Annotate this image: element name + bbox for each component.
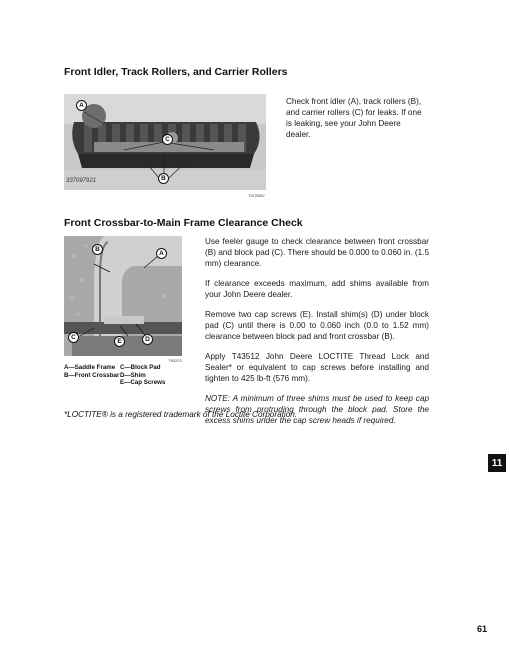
paragraph-apply-loctite: Apply T43512 John Deere LOCTITE Thread Lock and Sealer* or equivalent to cap screws before installing and tighten to 425 lb-ft (576 mm). <box>205 352 429 383</box>
photo-track-rollers <box>64 94 266 190</box>
callout-a: A <box>76 100 87 111</box>
callout-e: E <box>114 336 125 347</box>
callout-c-2: C <box>68 332 79 343</box>
legend-c: C—Block Pad <box>120 364 161 371</box>
legend-d: D—Shim <box>120 371 146 379</box>
note-shims: NOTE: A minimum of three shims must be used to keep cap screws from protruding through the block pad. Store the excess shims under the cap screw heads if required. <box>205 394 429 425</box>
legend <box>64 364 165 387</box>
photo-serial: 337097921 <box>66 178 97 184</box>
photo-code-2: T90223 <box>168 358 182 363</box>
section-title-front-idler: Front Idler, Track Rollers, and Carrier Rollers <box>64 66 288 78</box>
paragraph-remove-screws: Remove two cap screws (E). Install shim(s) (D) under block pad (C) until there is 0.00 to 0.060 inch (0.0 to 1.52 mm) clearance between block pad and front crossbar (B). <box>205 310 429 341</box>
paragraph-add-shims: If clearance exceeds maximum, add shims available from your John Deere dealer. <box>205 279 429 299</box>
section-title-crossbar: Front Crossbar-to-Main Frame Clearance Check <box>64 217 303 229</box>
footnote-loctite: *LOCTITE® is a registered trademark of the Loctite Corporation. <box>64 410 298 419</box>
callout-d: D <box>142 334 153 345</box>
legend-a: A—Saddle Frame <box>64 364 116 371</box>
section2-text <box>205 236 429 435</box>
legend-b: B—Front Crossbar <box>64 371 120 379</box>
callout-a-2: A <box>156 248 167 259</box>
photo-code-1: T9725BV <box>248 193 265 198</box>
photo-crossbar <box>64 236 182 356</box>
section1-text: Check front idler (A), track rollers (B), and carrier rollers (C) for leaks. If one is leaking, see your John Deere dealer. <box>286 97 422 139</box>
callout-b-2: B <box>92 244 103 255</box>
page-number: 61 <box>477 624 488 634</box>
section-tab: 11 <box>488 454 506 472</box>
paragraph-feeler-gauge: Use feeler gauge to check clearance between front crossbar (B) and block pad (C). There should be 0.000 to 0.060 in. (1.5 mm) clearance. <box>205 237 429 268</box>
legend-e: E—Cap Screws <box>120 379 166 386</box>
callout-b: B <box>158 173 169 184</box>
callout-c: C <box>162 134 173 145</box>
